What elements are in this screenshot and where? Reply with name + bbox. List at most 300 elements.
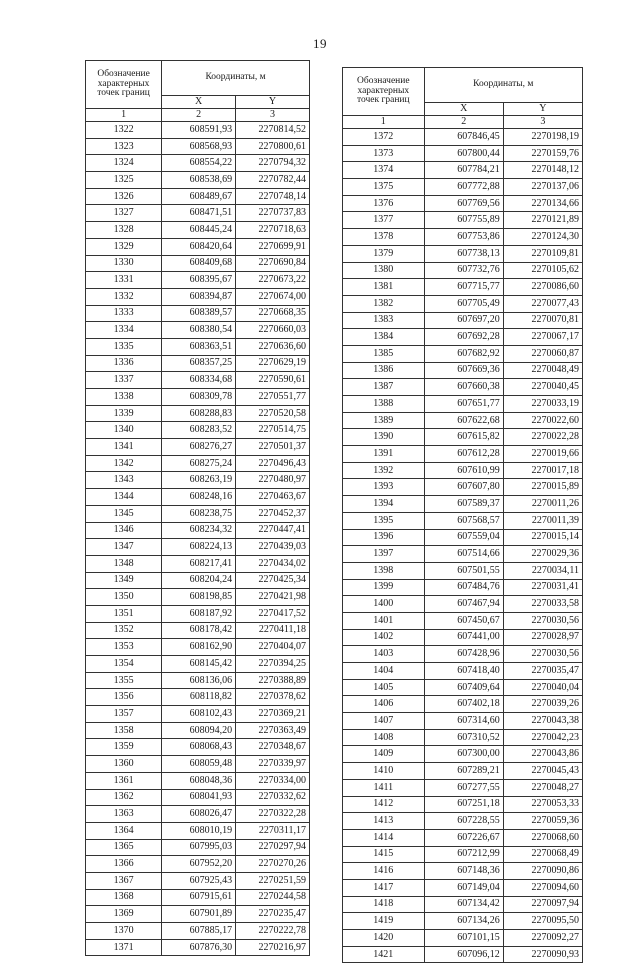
point-id-cell: 1367 — [86, 872, 162, 889]
point-id-cell: 1352 — [86, 622, 162, 639]
point-id-cell: 1388 — [343, 396, 425, 413]
point-id-cell: 1400 — [343, 596, 425, 613]
y-coordinate-cell: 2270048,27 — [503, 779, 582, 796]
point-id-cell: 1384 — [343, 329, 425, 346]
x-coordinate-cell: 608204,24 — [162, 572, 236, 589]
point-id-cell: 1389 — [343, 412, 425, 429]
y-coordinate-cell: 2270629,19 — [236, 355, 310, 372]
table-row — [343, 663, 583, 680]
x-coordinate-cell: 608489,67 — [162, 188, 236, 205]
x-coordinate-cell: 607568,57 — [424, 512, 503, 529]
y-coordinate-cell: 2270011,26 — [503, 496, 582, 513]
coordinates-table-right — [342, 67, 583, 963]
y-coordinate-cell: 2270520,58 — [236, 405, 310, 422]
table-row — [86, 839, 310, 856]
y-coordinate-cell: 2270121,89 — [503, 212, 582, 229]
table-row — [86, 138, 310, 155]
y-coordinate-cell: 2270270,26 — [236, 856, 310, 873]
table-row — [343, 379, 583, 396]
y-coordinate-cell: 2270332,62 — [236, 789, 310, 806]
point-id-cell: 1365 — [86, 839, 162, 856]
table-row — [343, 629, 583, 646]
table-row — [86, 939, 310, 956]
y-coordinate-cell: 2270124,30 — [503, 229, 582, 246]
y-coordinate-cell: 2270067,17 — [503, 329, 582, 346]
y-coordinate-cell: 2270043,38 — [503, 713, 582, 730]
y-coordinate-cell: 2270137,06 — [503, 179, 582, 196]
point-id-cell: 1374 — [343, 162, 425, 179]
table-row — [86, 639, 310, 656]
x-coordinate-cell: 607705,49 — [424, 295, 503, 312]
table-row — [343, 646, 583, 663]
table-row — [343, 829, 583, 846]
table-row — [343, 679, 583, 696]
table-row — [86, 589, 310, 606]
table-row — [343, 579, 583, 596]
x-coordinate-cell: 608538,69 — [162, 172, 236, 189]
y-coordinate-cell: 2270388,89 — [236, 672, 310, 689]
point-id-cell: 1385 — [343, 345, 425, 362]
header-index-3: 3 — [503, 116, 582, 129]
x-coordinate-cell: 608094,20 — [162, 722, 236, 739]
x-coordinate-cell: 607846,45 — [424, 129, 503, 146]
point-id-cell: 1346 — [86, 522, 162, 539]
y-coordinate-cell: 2270501,37 — [236, 439, 310, 456]
x-coordinate-cell: 607682,92 — [424, 345, 503, 362]
header-coordinates: Координаты, м — [424, 68, 582, 103]
y-coordinate-cell: 2270090,93 — [503, 946, 582, 963]
table-row — [343, 446, 583, 463]
x-coordinate-cell: 607612,28 — [424, 446, 503, 463]
y-coordinate-cell: 2270015,14 — [503, 529, 582, 546]
table-row — [343, 462, 583, 479]
table-row — [86, 756, 310, 773]
point-id-cell: 1356 — [86, 689, 162, 706]
point-id-cell: 1407 — [343, 713, 425, 730]
y-coordinate-cell: 2270031,41 — [503, 579, 582, 596]
table-row — [343, 212, 583, 229]
point-id-cell: 1379 — [343, 245, 425, 262]
x-coordinate-cell: 607769,56 — [424, 195, 503, 212]
table-row — [343, 863, 583, 880]
x-coordinate-cell: 608395,67 — [162, 272, 236, 289]
point-id-cell: 1358 — [86, 722, 162, 739]
x-coordinate-cell: 607607,80 — [424, 479, 503, 496]
y-coordinate-cell: 2270322,28 — [236, 806, 310, 823]
x-coordinate-cell: 607228,55 — [424, 813, 503, 830]
point-id-cell: 1411 — [343, 779, 425, 796]
x-coordinate-cell: 607212,99 — [424, 846, 503, 863]
table-row — [86, 572, 310, 589]
y-coordinate-cell: 2270814,52 — [236, 122, 310, 139]
y-coordinate-cell: 2270463,67 — [236, 489, 310, 506]
header-y: Y — [503, 103, 582, 116]
y-coordinate-cell: 2270334,00 — [236, 772, 310, 789]
header-x: X — [424, 103, 503, 116]
header-coordinates: Координаты, м — [162, 61, 310, 96]
point-id-cell: 1413 — [343, 813, 425, 830]
x-coordinate-cell: 607134,26 — [424, 913, 503, 930]
table-row — [86, 622, 310, 639]
y-coordinate-cell: 2270068,49 — [503, 846, 582, 863]
x-coordinate-cell: 608471,51 — [162, 205, 236, 222]
x-coordinate-cell: 607901,89 — [162, 906, 236, 923]
point-id-cell: 1363 — [86, 806, 162, 823]
y-coordinate-cell: 2270369,21 — [236, 706, 310, 723]
table-row — [343, 329, 583, 346]
point-id-cell: 1331 — [86, 272, 162, 289]
x-coordinate-cell: 607755,89 — [424, 212, 503, 229]
y-coordinate-cell: 2270028,97 — [503, 629, 582, 646]
x-coordinate-cell: 607615,82 — [424, 429, 503, 446]
header-index-1: 1 — [86, 109, 162, 122]
table-row — [343, 262, 583, 279]
table-row — [86, 605, 310, 622]
table-row — [343, 746, 583, 763]
y-coordinate-cell: 2270394,25 — [236, 656, 310, 673]
y-coordinate-cell: 2270097,94 — [503, 896, 582, 913]
x-coordinate-cell: 607995,03 — [162, 839, 236, 856]
x-coordinate-cell: 607409,64 — [424, 679, 503, 696]
point-id-cell: 1421 — [343, 946, 425, 963]
y-coordinate-cell: 2270251,59 — [236, 872, 310, 889]
table-row — [343, 596, 583, 613]
point-id-cell: 1357 — [86, 706, 162, 723]
y-coordinate-cell: 2270033,19 — [503, 396, 582, 413]
y-coordinate-cell: 2270425,34 — [236, 572, 310, 589]
y-coordinate-cell: 2270086,60 — [503, 279, 582, 296]
table-row — [86, 472, 310, 489]
table-row — [343, 546, 583, 563]
y-coordinate-cell: 2270040,04 — [503, 679, 582, 696]
y-coordinate-cell: 2270363,49 — [236, 722, 310, 739]
y-coordinate-cell: 2270030,56 — [503, 612, 582, 629]
y-coordinate-cell: 2270159,76 — [503, 145, 582, 162]
coordinates-table-left — [85, 60, 310, 956]
point-id-cell: 1337 — [86, 372, 162, 389]
x-coordinate-cell: 607289,21 — [424, 763, 503, 780]
y-coordinate-cell: 2270660,03 — [236, 322, 310, 339]
point-id-cell: 1377 — [343, 212, 425, 229]
x-coordinate-cell: 607915,61 — [162, 889, 236, 906]
table-row — [86, 155, 310, 172]
x-coordinate-cell: 608178,42 — [162, 622, 236, 639]
table-row — [86, 322, 310, 339]
y-coordinate-cell: 2270636,60 — [236, 338, 310, 355]
y-coordinate-cell: 2270068,60 — [503, 829, 582, 846]
x-coordinate-cell: 607589,37 — [424, 496, 503, 513]
point-id-cell: 1353 — [86, 639, 162, 656]
x-coordinate-cell: 608357,25 — [162, 355, 236, 372]
table-row — [343, 279, 583, 296]
y-coordinate-cell: 2270042,23 — [503, 729, 582, 746]
point-id-cell: 1345 — [86, 505, 162, 522]
x-coordinate-cell: 607925,43 — [162, 872, 236, 889]
x-coordinate-cell: 607148,36 — [424, 863, 503, 880]
table-row — [86, 389, 310, 406]
x-coordinate-cell: 608136,06 — [162, 672, 236, 689]
table-row — [86, 255, 310, 272]
y-coordinate-cell: 2270034,11 — [503, 562, 582, 579]
point-id-cell: 1397 — [343, 546, 425, 563]
y-coordinate-cell: 2270019,66 — [503, 446, 582, 463]
table-row — [86, 672, 310, 689]
point-id-cell: 1366 — [86, 856, 162, 873]
table-row — [86, 455, 310, 472]
table-row — [86, 222, 310, 239]
y-coordinate-cell: 2270297,94 — [236, 839, 310, 856]
table-row — [86, 405, 310, 422]
header-point-designation: Обозначение характерных точек границ — [343, 68, 425, 116]
table-row — [343, 362, 583, 379]
table-row — [86, 872, 310, 889]
table-row — [86, 338, 310, 355]
point-id-cell: 1332 — [86, 288, 162, 305]
x-coordinate-cell: 607622,68 — [424, 412, 503, 429]
table-row — [86, 822, 310, 839]
y-coordinate-cell: 2270077,43 — [503, 295, 582, 312]
x-coordinate-cell: 608198,85 — [162, 589, 236, 606]
point-id-cell: 1335 — [86, 338, 162, 355]
x-coordinate-cell: 607310,52 — [424, 729, 503, 746]
y-coordinate-cell: 2270800,61 — [236, 138, 310, 155]
x-coordinate-cell: 607732,76 — [424, 262, 503, 279]
point-id-cell: 1402 — [343, 629, 425, 646]
table-row — [343, 846, 583, 863]
point-id-cell: 1376 — [343, 195, 425, 212]
y-coordinate-cell: 2270070,81 — [503, 312, 582, 329]
y-coordinate-cell: 2270452,37 — [236, 505, 310, 522]
point-id-cell: 1412 — [343, 796, 425, 813]
y-coordinate-cell: 2270022,28 — [503, 429, 582, 446]
x-coordinate-cell: 608010,19 — [162, 822, 236, 839]
y-coordinate-cell: 2270033,58 — [503, 596, 582, 613]
point-id-cell: 1368 — [86, 889, 162, 906]
x-coordinate-cell: 607101,15 — [424, 930, 503, 947]
point-id-cell: 1415 — [343, 846, 425, 863]
y-coordinate-cell: 2270035,47 — [503, 663, 582, 680]
table-row — [343, 195, 583, 212]
y-coordinate-cell: 2270794,32 — [236, 155, 310, 172]
x-coordinate-cell: 607715,77 — [424, 279, 503, 296]
table-row — [86, 856, 310, 873]
y-coordinate-cell: 2270439,03 — [236, 539, 310, 556]
y-coordinate-cell: 2270048,49 — [503, 362, 582, 379]
x-coordinate-cell: 607314,60 — [424, 713, 503, 730]
x-coordinate-cell: 607428,96 — [424, 646, 503, 663]
x-coordinate-cell: 608248,16 — [162, 489, 236, 506]
point-id-cell: 1334 — [86, 322, 162, 339]
table-row — [86, 772, 310, 789]
point-id-cell: 1370 — [86, 923, 162, 940]
y-coordinate-cell: 2270690,84 — [236, 255, 310, 272]
x-coordinate-cell: 607738,13 — [424, 245, 503, 262]
x-coordinate-cell: 608591,93 — [162, 122, 236, 139]
y-coordinate-cell: 2270094,60 — [503, 879, 582, 896]
y-coordinate-cell: 2270737,83 — [236, 205, 310, 222]
table-row — [86, 706, 310, 723]
table-row — [343, 245, 583, 262]
x-coordinate-cell: 607692,28 — [424, 329, 503, 346]
header-point-designation: Обозначение характерных точек границ — [86, 61, 162, 109]
point-id-cell: 1396 — [343, 529, 425, 546]
header-y: Y — [236, 96, 310, 109]
y-coordinate-cell: 2270045,43 — [503, 763, 582, 780]
y-coordinate-cell: 2270447,41 — [236, 522, 310, 539]
point-id-cell: 1329 — [86, 238, 162, 255]
point-id-cell: 1330 — [86, 255, 162, 272]
table-row — [86, 122, 310, 139]
table-row — [86, 372, 310, 389]
header-index-2: 2 — [424, 116, 503, 129]
table-row — [86, 906, 310, 923]
x-coordinate-cell: 608568,93 — [162, 138, 236, 155]
point-id-cell: 1355 — [86, 672, 162, 689]
y-coordinate-cell: 2270417,52 — [236, 605, 310, 622]
point-id-cell: 1325 — [86, 172, 162, 189]
y-coordinate-cell: 2270095,50 — [503, 913, 582, 930]
y-coordinate-cell: 2270060,87 — [503, 345, 582, 362]
table-row — [86, 739, 310, 756]
x-coordinate-cell: 607149,04 — [424, 879, 503, 896]
table-row — [343, 312, 583, 329]
point-id-cell: 1375 — [343, 179, 425, 196]
table-row — [343, 896, 583, 913]
x-coordinate-cell: 608276,27 — [162, 439, 236, 456]
table-row — [86, 439, 310, 456]
point-id-cell: 1420 — [343, 930, 425, 947]
table-row — [343, 913, 583, 930]
x-coordinate-cell: 608445,24 — [162, 222, 236, 239]
x-coordinate-cell: 607800,44 — [424, 145, 503, 162]
y-coordinate-cell: 2270109,81 — [503, 245, 582, 262]
x-coordinate-cell: 608162,90 — [162, 639, 236, 656]
point-id-cell: 1347 — [86, 539, 162, 556]
point-id-cell: 1340 — [86, 422, 162, 439]
point-id-cell: 1360 — [86, 756, 162, 773]
x-coordinate-cell: 608554,22 — [162, 155, 236, 172]
table-row — [343, 479, 583, 496]
x-coordinate-cell: 607559,04 — [424, 529, 503, 546]
point-id-cell: 1327 — [86, 205, 162, 222]
y-coordinate-cell: 2270378,62 — [236, 689, 310, 706]
x-coordinate-cell: 608389,57 — [162, 305, 236, 322]
x-coordinate-cell: 607300,00 — [424, 746, 503, 763]
y-coordinate-cell: 2270421,98 — [236, 589, 310, 606]
y-coordinate-cell: 2270311,17 — [236, 822, 310, 839]
point-id-cell: 1387 — [343, 379, 425, 396]
point-id-cell: 1409 — [343, 746, 425, 763]
table-row — [343, 713, 583, 730]
table-row — [343, 429, 583, 446]
point-id-cell: 1322 — [86, 122, 162, 139]
y-coordinate-cell: 2270092,27 — [503, 930, 582, 947]
x-coordinate-cell: 608263,19 — [162, 472, 236, 489]
y-coordinate-cell: 2270480,97 — [236, 472, 310, 489]
x-coordinate-cell: 607441,00 — [424, 629, 503, 646]
y-coordinate-cell: 2270039,26 — [503, 696, 582, 713]
y-coordinate-cell: 2270718,63 — [236, 222, 310, 239]
header-x: X — [162, 96, 236, 109]
y-coordinate-cell: 2270017,18 — [503, 462, 582, 479]
point-id-cell: 1395 — [343, 512, 425, 529]
y-coordinate-cell: 2270244,58 — [236, 889, 310, 906]
y-coordinate-cell: 2270434,02 — [236, 555, 310, 572]
y-coordinate-cell: 2270782,44 — [236, 172, 310, 189]
point-id-cell: 1414 — [343, 829, 425, 846]
point-id-cell: 1381 — [343, 279, 425, 296]
header-index-3: 3 — [236, 109, 310, 122]
x-coordinate-cell: 608068,43 — [162, 739, 236, 756]
table-row — [343, 162, 583, 179]
x-coordinate-cell: 608380,54 — [162, 322, 236, 339]
point-id-cell: 1341 — [86, 439, 162, 456]
x-coordinate-cell: 607277,55 — [424, 779, 503, 796]
table-row — [343, 729, 583, 746]
x-coordinate-cell: 608238,75 — [162, 505, 236, 522]
point-id-cell: 1343 — [86, 472, 162, 489]
table-row — [343, 145, 583, 162]
y-coordinate-cell: 2270514,75 — [236, 422, 310, 439]
point-id-cell: 1333 — [86, 305, 162, 322]
y-coordinate-cell: 2270551,77 — [236, 389, 310, 406]
y-coordinate-cell: 2270040,45 — [503, 379, 582, 396]
point-id-cell: 1392 — [343, 462, 425, 479]
table-row — [343, 696, 583, 713]
table-row — [343, 930, 583, 947]
y-coordinate-cell: 2270148,12 — [503, 162, 582, 179]
point-id-cell: 1410 — [343, 763, 425, 780]
y-coordinate-cell: 2270134,66 — [503, 195, 582, 212]
point-id-cell: 1364 — [86, 822, 162, 839]
table-row — [343, 396, 583, 413]
x-coordinate-cell: 608288,83 — [162, 405, 236, 422]
y-coordinate-cell: 2270748,14 — [236, 188, 310, 205]
x-coordinate-cell: 607226,67 — [424, 829, 503, 846]
x-coordinate-cell: 607885,17 — [162, 923, 236, 940]
table-row — [343, 345, 583, 362]
table-row — [86, 722, 310, 739]
table-row — [86, 555, 310, 572]
y-coordinate-cell: 2270411,18 — [236, 622, 310, 639]
table-row — [343, 529, 583, 546]
y-coordinate-cell: 2270699,91 — [236, 238, 310, 255]
x-coordinate-cell: 608309,78 — [162, 389, 236, 406]
x-coordinate-cell: 608118,82 — [162, 689, 236, 706]
point-id-cell: 1404 — [343, 663, 425, 680]
x-coordinate-cell: 608409,68 — [162, 255, 236, 272]
table-row — [343, 496, 583, 513]
point-id-cell: 1349 — [86, 572, 162, 589]
point-id-cell: 1406 — [343, 696, 425, 713]
y-coordinate-cell: 2270105,62 — [503, 262, 582, 279]
x-coordinate-cell: 608394,87 — [162, 288, 236, 305]
table-row — [343, 512, 583, 529]
point-id-cell: 1362 — [86, 789, 162, 806]
table-row — [86, 489, 310, 506]
y-coordinate-cell: 2270029,36 — [503, 546, 582, 563]
y-coordinate-cell: 2270022,60 — [503, 412, 582, 429]
x-coordinate-cell: 608420,64 — [162, 238, 236, 255]
x-coordinate-cell: 608048,36 — [162, 772, 236, 789]
x-coordinate-cell: 607651,77 — [424, 396, 503, 413]
table-row — [86, 288, 310, 305]
x-coordinate-cell: 608059,48 — [162, 756, 236, 773]
table-row — [86, 889, 310, 906]
point-id-cell: 1323 — [86, 138, 162, 155]
table-row — [343, 179, 583, 196]
point-id-cell: 1354 — [86, 656, 162, 673]
